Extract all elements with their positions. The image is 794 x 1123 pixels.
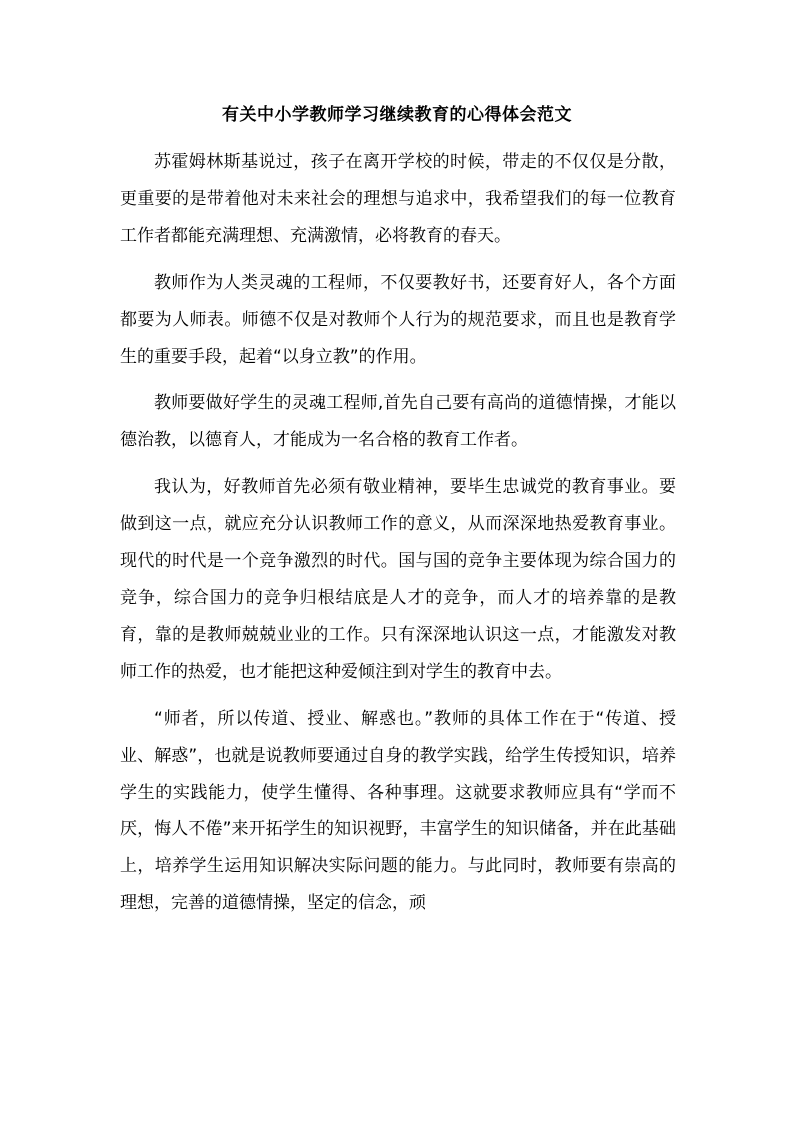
paragraph-2: 教师作为人类灵魂的工程师，不仅要教好书，还要育好人，各个方面都要为人师表。师德不仅是对教师个人行为的规范要求，而且也是教育学生的重要手段，起着“以身立教”的作用。 (120, 272, 676, 367)
paragraph-1: 苏霍姆林斯基说过，孩子在离开学校的时候，带走的不仅仅是分散，更重要的是带着他对未来社会的理想与追求中，我希望我们的每一位教育工作者都能充满理想、充满激情，必将教育的春天。 (120, 152, 676, 246)
paragraph-3: 教师要做好学生的灵魂工程师,首先自己要有高尚的道德情操，才能以德治教，以德育人，才能成为一名合格的教育工作者。 (120, 393, 676, 451)
document-body (120, 144, 676, 932)
paragraph-5: “师者，所以传道、授业、解惑也。”教师的具体工作在于“传道、授业、解惑”，也就是说教师要通过自身的教学实践，给学生传授知识，培养学生的实践能力，使学生懂得、各种事理。这就要求教师应具有“学而不厌，悔人不倦”来开拓学生的知识视野，丰富学生的知识储备，并在此基础上，培养学生运用知识解决实际问题的能力。与此同时，教师要有崇高的理想，完善的道德情操，坚定的信念，顽 (120, 708, 676, 914)
paragraph-4: 我认为，好教师首先必须有敬业精神，要毕生忠诚党的教育事业。要做到这一点，就应充分认识教师工作的意义，从而深深地热爱教育事业。现代的时代是一个竞争激烈的时代。国与国的竞争主要体现为综合国力的竞争，综合国力的竞争归根结底是人才的竞争，而人才的培养靠的是教育，靠的是教师兢兢业业的工作。只有深深地认识这一点，才能激发对教师工作的热爱，也才能把这种爱倾注到对学生的教育中去。 (120, 477, 676, 682)
document-title: 有关中小学教师学习继续教育的心得体会范文 (222, 105, 572, 125)
